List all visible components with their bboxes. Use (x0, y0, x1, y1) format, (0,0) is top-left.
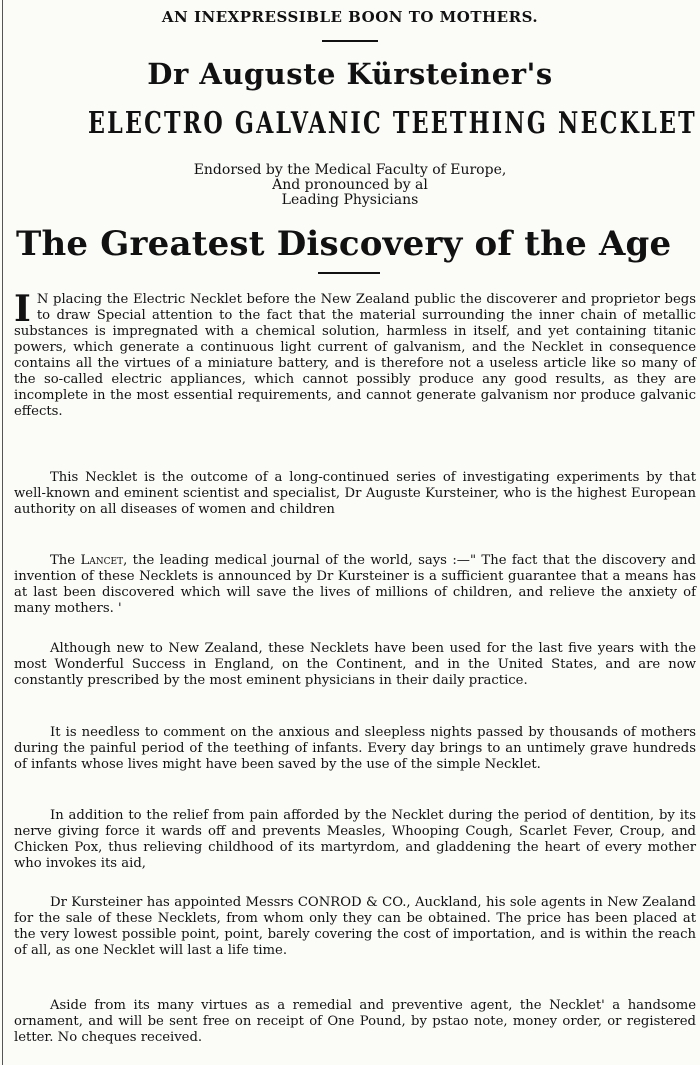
kicker-line: AN INEXPRESSIBLE BOON TO MOTHERS. (161, 8, 539, 26)
paragraph-4 (14, 641, 696, 689)
paragraph-text: , the leading medical journal of the world, says :—" The fact that the discovery and invention of these Necklets is announced by Dr Kursteiner is a sufficient guarantee that a means has at last been discovered which will save the lives of millions of children, and relieve the anxiety of many mothers. ' (14, 553, 696, 616)
paragraph-text: This Necklet is the outcome of a long-continued series of investigating experiments by that well-known and eminent scientist and specialist, Dr Auguste Kursteiner, who is the highest European authority on all diseases of women and children (14, 470, 696, 517)
column-rule (2, 0, 3, 1065)
paragraph-text: Although new to New Zealand, these Necklets have been used for the last five years with the most Wonderful Success in England, on the Continent, and in the United States, and are now constantly prescribed by the most eminent physicians in their daily practice. (14, 641, 696, 688)
paragraph-6 (14, 808, 696, 872)
paragraph-text: Aside from its many virtues as a remedial and preventive agent, the Necklet' a handsome ornament, and will be sent free on receipt of One Pound, by pstao note, money order, or registered letter. No cheques received. (14, 998, 696, 1045)
drop-cap: I (14, 288, 31, 330)
paragraph-7 (14, 895, 696, 959)
paragraph-text: Dr Kursteiner has appointed Messrs CONROD & CO., Auckland, his sole agents in New Zealand for the sale of these Necklets, from whom only they can be obtained. The price has been placed at the very lowest possible point, point, barely covering the cost of importation, and is within the reach of all, as one Necklet will last a life time. (14, 895, 696, 958)
paragraph-1 (14, 288, 696, 420)
paragraph-text: In addition to the relief from pain afforded by the Necklet during the period of dentition, by its nerve giving force it wards off and prevents Measles, Whooping Cough, Scarlet Fever, Croup, and Chicken Pox, thus relieving childhood of its martyrdom, and gladdening the heart of every mother who invokes its aid, (14, 808, 696, 871)
product-title: ELECTRO GALVANIC TEETHING NECKLET (88, 106, 697, 141)
headline: The Greatest Discovery of the Age (16, 224, 672, 264)
paragraph-3 (14, 553, 696, 617)
endorsement-line: Leading Physicians (281, 192, 419, 208)
endorsement-block (0, 163, 700, 208)
inventor-name: Dr Auguste Kürsteiner's (147, 57, 553, 91)
paragraph-text: It is needless to comment on the anxious and sleepless nights passed by thousands of mothers during the painful period of the teething of infants. Every day brings to an untimely grave hundreds of infants whose lives might have been saved by the use of the simple Necklet. (14, 725, 696, 772)
journal-name: Lancet (80, 553, 124, 568)
paragraph-5 (14, 725, 696, 773)
paragraph-text: N placing the Electric Necklet before the New Zealand public the discoverer and proprietor begs to draw Special attention to the fact that the material surrounding the inner chain of metallic substances is impregnated with a chemical solution, harmless in itself, and yet containing titanic powers, which generate a continuous light current of galvanism, and the Necklet in consequence contains all the virtues of a miniature battery, and is therefore not a useless article like so many of the so-called electric appliances, which cannot possibly produce any good results, as they are incomplete in the most essential requirements, and cannot generate galvanism nor produce galvanic effects. (14, 292, 696, 419)
endorsement-line: Endorsed by the Medical Faculty of Europe, (193, 162, 507, 178)
divider-rule (322, 40, 378, 42)
paragraph-text: The (50, 553, 81, 568)
endorsement-line: And pronounced by al (272, 177, 428, 193)
paragraph-2 (14, 470, 696, 518)
divider-rule (318, 272, 380, 274)
paragraph-8 (14, 998, 696, 1046)
